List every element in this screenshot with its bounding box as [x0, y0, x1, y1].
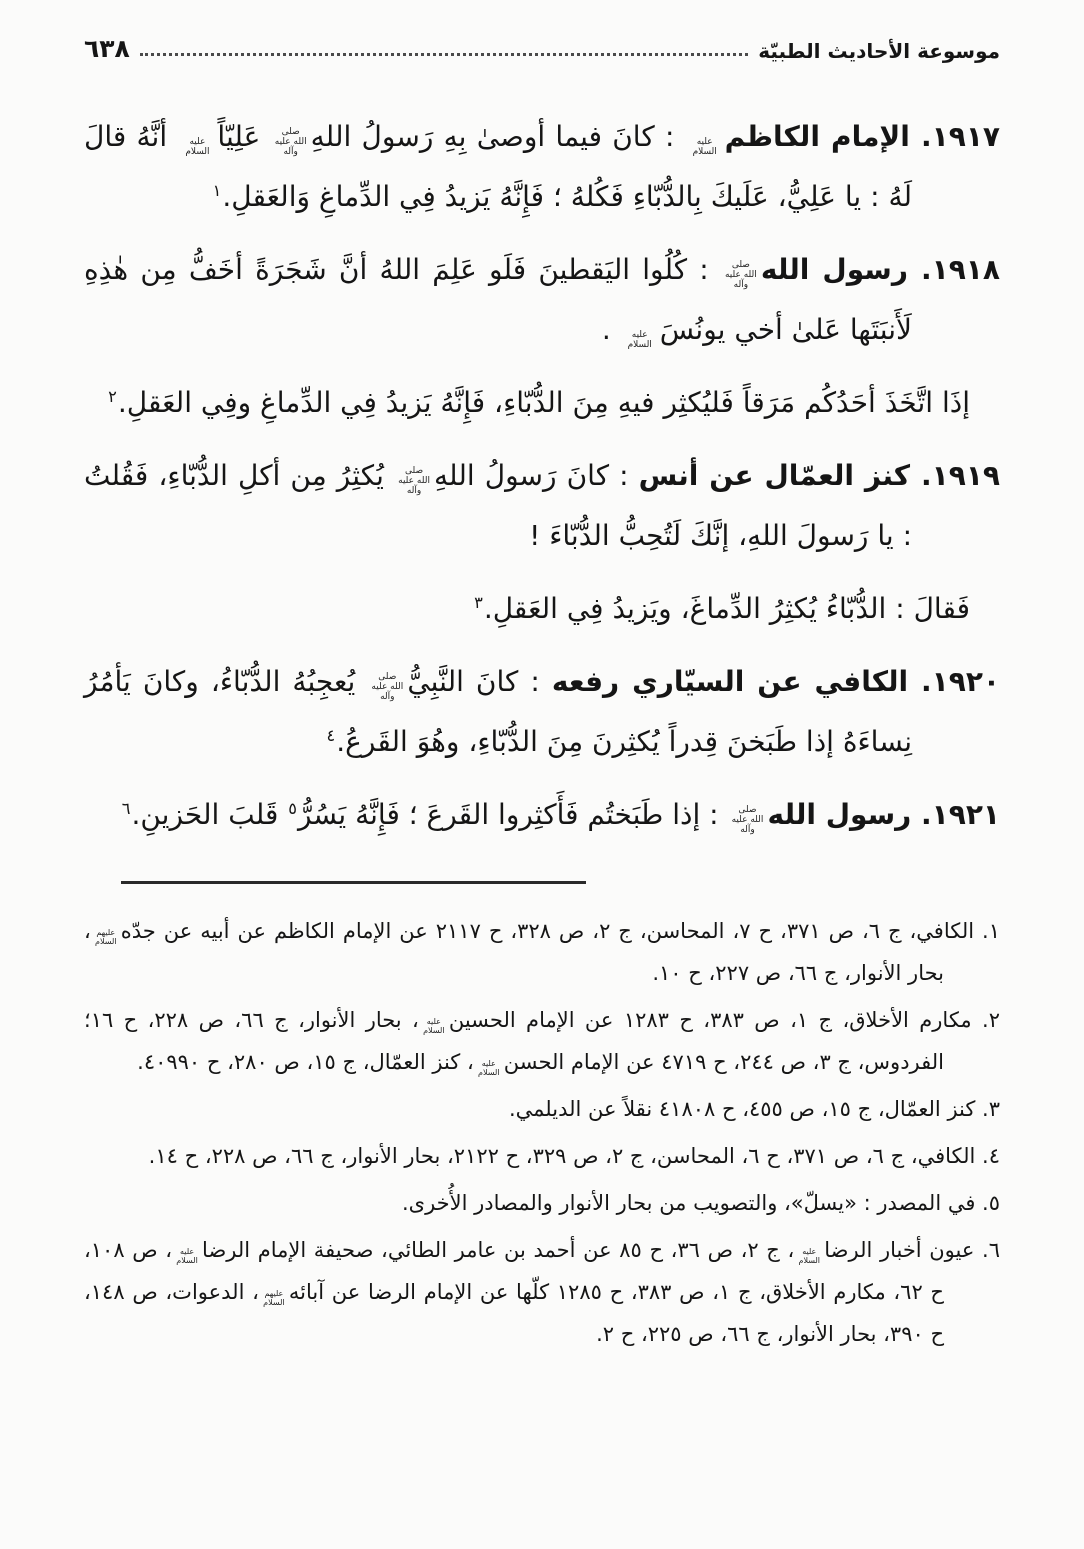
hadith-text: ١. الكافي، ج ٦، ص ٣٧١، ح ٧، المحاسن، ج ٢، ص ٣٢٨، ح ٢١١٧ عن الإمام الكاظم عن أبيه عن جدّه [120, 919, 1000, 943]
hadith-text: ، بحار الأنوار، ج ٦٦، ص ٢٢٧، ح ١٠. [84, 919, 944, 985]
hadith-source-lead: ١٩٢٠. الكافي عن السيّاري رفعه [551, 665, 1001, 698]
honorific-stamp-icon: عليه السلام [692, 137, 717, 157]
hadith-text: ٢. مكارم الأخلاق، ج ١، ص ٣٨٣، ح ١٢٨٣ عن الإمام الحسين [448, 1008, 1001, 1032]
hadith-text: ، ص ١٠٨، ح ٦٢، مكارم الأخلاق، ج ١، ص ٣٨٣، ح ١٢٨٥ كلّها عن الإمام الرضا عن آبائه [84, 1238, 944, 1304]
honorific-stamp-icon: عليه السلام [185, 137, 210, 157]
footnote-item [84, 910, 1000, 994]
honorific-stamp-icon: صلى الله عليه وآله [274, 127, 307, 157]
continuation-paragraph [84, 373, 1000, 433]
hadith-paragraph [84, 785, 1000, 845]
footnote-marker: ٢ [108, 386, 117, 406]
hadith-source-lead: ١٩١٨. رسول الله [760, 253, 1000, 286]
hadith-text: ، الدعوات، ص ١٤٨، ح ٣٩٠، بحار الأنوار، ج ٦٦، ص ٢٢٥، ح ٢. [84, 1280, 944, 1346]
hadith-paragraph [84, 240, 1000, 360]
honorific-stamp-icon: عليهم السلام [95, 928, 117, 946]
footnote-item [84, 1229, 1000, 1355]
hadith-text: ٣. كنز العمّال، ج ١٥، ص ٤٥٥، ح ٤١٨٠٨ نقلاً عن الديلمي. [508, 1097, 1000, 1121]
hadith-text: يُعجِبُهُ الدُّبّاءُ، وكانَ يَأمُرُ نِساءَهُ إذا طَبَخنَ قِدراً يُكثِرنَ مِنَ الدُّبّاءِ، وهُوَ القَرعُ. [84, 665, 912, 758]
page-header [84, 34, 1000, 63]
hadith-text: : كانَ رَسولُ اللهِ [434, 459, 639, 492]
hadith-paragraph [84, 652, 1000, 772]
honorific-stamp-icon: عليه السلام [423, 1017, 445, 1035]
footnote-separator [121, 881, 586, 884]
hadith-paragraph [84, 107, 1000, 227]
hadith-text: : إذا طَبَختُم فَأَكثِروا القَرعَ ؛ فَإِنَّهُ يَسُرُّ [297, 798, 728, 831]
footnote-item [84, 1182, 1000, 1224]
hadith-text: ٥. في المصدر : «يسلّ»، والتصويب من بحار الأنوار والمصادر الأُخرى. [401, 1191, 1000, 1215]
hadith-text: : كُلُوا اليَقطينَ فَلَو عَلِمَ اللهُ أنَّ شَجَرَةً أخَفُّ مِن هٰذِهِ لَأَنبَتَها عَلىٰ أخي يونُسَ [84, 253, 912, 346]
hadith-text: . [601, 313, 620, 346]
hadith-text: : كانَ فيما أوصىٰ بِهِ رَسولُ اللهِ [310, 120, 685, 153]
honorific-stamp-icon: صلى الله عليه وآله [724, 260, 757, 290]
book-title: موسوعة الأحاديث الطبيّة [758, 39, 1000, 63]
honorific-stamp-icon: صلى الله عليه وآله [398, 466, 430, 496]
footnote-marker: ٣ [474, 592, 483, 612]
hadith-text: ٤. الكافي، ج ٦، ص ٣٧١، ح ٦، المحاسن، ج ٢، ص ٣٢٩، ح ٢١٢٢، بحار الأنوار، ج ٦٦، ص ٢٢٨، ح ١٤. [148, 1144, 1000, 1168]
hadith-source-lead: ١٩١٩. كنز العمّال عن أنس [638, 459, 1000, 492]
dotted-leader [140, 52, 748, 56]
honorific-stamp-icon: صلى الله عليه وآله [731, 805, 764, 835]
hadith-text: ، ج ٢، ص ٣٦، ح ٨٥ عن أحمد بن عامر الطائي، صحيفة الإمام الرضا [202, 1238, 795, 1262]
footnote-marker: ١ [212, 180, 222, 200]
hadith-source-lead: ١٩١٧. الإمام الكاظم [724, 120, 1000, 153]
footnote-marker: ٤ [326, 725, 336, 745]
hadith-paragraph [84, 446, 1000, 566]
continuation-paragraph [84, 579, 1000, 639]
hadith-text: يُكثِرُ مِن أكلِ الدُّبّاءِ، فَقُلتُ : يا رَسولَ اللهِ، إنَّكَ لَتُحِبُّ الدُّبّاءَ ! [84, 459, 912, 552]
hadith-text: فَقالَ : الدُّبّاءُ يُكثِرُ الدِّماغَ، ويَزيدُ فِي العَقلِ. [483, 592, 970, 625]
hadith-text: ، بحار الأنوار، ج ٦٦، ص ٢٢٨، ح ١٦؛ الفردوس، ج ٣، ص ٢٤٤، ح ٤٧١٩ عن الإمام الحسن [84, 1008, 944, 1074]
honorific-stamp-icon: عليه السلام [176, 1247, 198, 1265]
footnote-item [84, 1135, 1000, 1177]
footnote-marker: ٦ [121, 798, 131, 818]
hadith-source-lead: ١٩٢١. رسول الله [767, 798, 1000, 831]
honorific-stamp-icon: عليهم السلام [263, 1289, 285, 1307]
footnotes-section [84, 910, 1000, 1355]
hadith-text: إذَا اتَّخَذَ أحَدُكُم مَرَقاً فَليُكثِر فيهِ مِنَ الدُّبّاءِ، فَإِنَّهُ يَزيدُ فِي الدِّماغِ وفِي العَقلِ. [117, 386, 970, 419]
honorific-stamp-icon: عليه السلام [798, 1247, 821, 1265]
hadith-text: ٦. عيون أخبار الرضا [824, 1238, 1000, 1262]
hadith-text: : كانَ النَّبِيُّ [407, 665, 552, 698]
hadith-text: قَلبَ الحَزينِ. [131, 798, 288, 831]
main-text [84, 107, 1000, 845]
honorific-stamp-icon: صلى الله عليه وآله [371, 672, 404, 702]
honorific-stamp-icon: عليه السلام [477, 1059, 500, 1077]
footnote-marker: ٥ [288, 798, 297, 818]
hadith-text: ، كنز العمّال، ج ١٥، ص ٢٨٠، ح ٤٠٩٩٠. [137, 1050, 474, 1074]
hadith-text: أنَّهُ قالَ لَهُ : يا عَلِيُّ، عَلَيكَ بِالدُّبّاءِ فَكُلهُ ؛ فَإِنَّهُ يَزيدُ فِي الدِّماغِ وَالعَقلِ. [84, 120, 912, 213]
footnote-item [84, 999, 1000, 1083]
hadith-text: عَلِيّاً [217, 120, 271, 153]
honorific-stamp-icon: عليه السلام [627, 330, 652, 350]
page-number: ٦٣٨ [84, 34, 130, 63]
footnote-item [84, 1088, 1000, 1130]
